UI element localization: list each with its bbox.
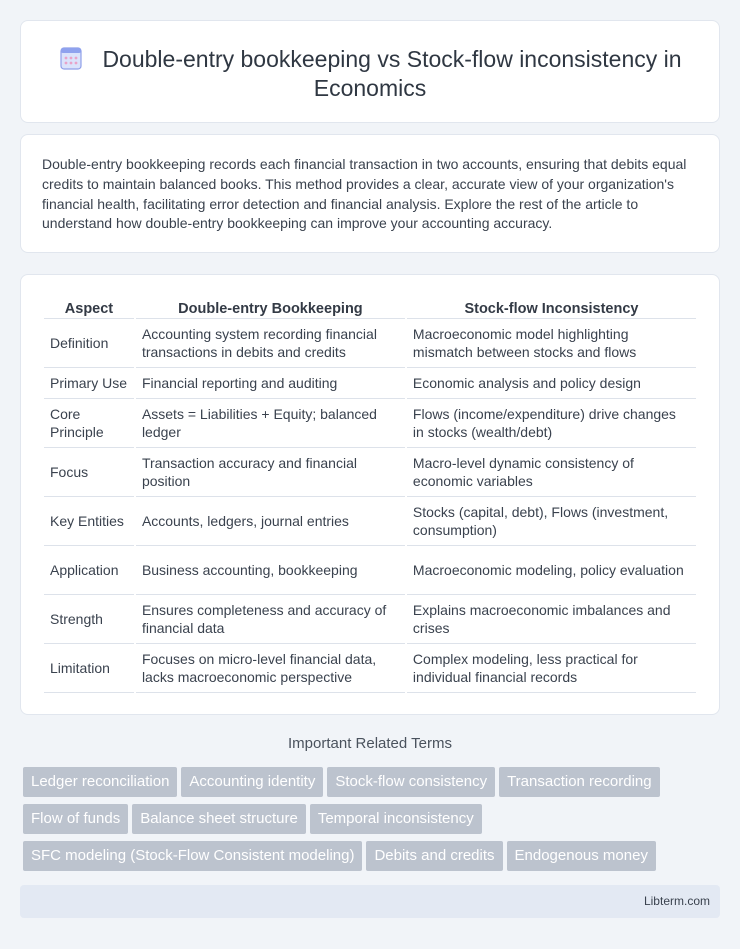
- tag-balance-sheet-structure[interactable]: Balance sheet structure: [132, 804, 306, 834]
- page-title: Double-entry bookkeeping vs Stock-flow inconsistency in Economics: [102, 46, 682, 101]
- tag-ledger-reconciliation[interactable]: Ledger reconciliation: [23, 767, 177, 797]
- header-aspect: Aspect: [44, 295, 134, 319]
- comparison-table: [42, 295, 698, 693]
- table-cell: Assets = Liabilities + Equity; balanced ledger: [136, 399, 405, 448]
- table-row: [44, 399, 696, 448]
- table-cell-aspect: Application: [44, 546, 134, 595]
- table-cell: Financial reporting and auditing: [136, 368, 405, 399]
- table-cell: Focuses on micro-level financial data, lacks macroeconomic perspective: [136, 644, 405, 693]
- table-cell-aspect: Primary Use: [44, 368, 134, 399]
- table-cell-aspect: Definition: [44, 319, 134, 368]
- table-cell: Flows (income/expenditure) drive changes in stocks (wealth/debt): [407, 399, 696, 448]
- table-cell: Ensures completeness and accuracy of financial data: [136, 595, 405, 644]
- table-cell: Transaction accuracy and financial position: [136, 448, 405, 497]
- table-cell-aspect: Key Entities: [44, 497, 134, 546]
- table-row: [44, 595, 696, 644]
- tag-sfc-modeling[interactable]: SFC modeling (Stock-Flow Consistent modeling): [23, 841, 362, 871]
- table-cell: Accounts, ledgers, journal entries: [136, 497, 405, 546]
- table-cell: Explains macroeconomic imbalances and crises: [407, 595, 696, 644]
- tag-temporal-inconsistency[interactable]: Temporal inconsistency: [310, 804, 482, 834]
- table-cell: Macro-level dynamic consistency of economic variables: [407, 448, 696, 497]
- title-card: [20, 20, 720, 123]
- related-terms-heading: Important Related Terms: [288, 735, 452, 752]
- table-row: [44, 497, 696, 546]
- footer-site-link[interactable]: Libterm.com: [643, 894, 710, 908]
- tag-stock-flow-consistency[interactable]: Stock-flow consistency: [327, 767, 495, 797]
- table-row: [44, 319, 696, 368]
- table-cell: Macroeconomic model highlighting mismatch between stocks and flows: [407, 319, 696, 368]
- table-cell-aspect: Strength: [44, 595, 134, 644]
- table-row: [44, 644, 696, 693]
- table-cell-aspect: Focus: [44, 448, 134, 497]
- footer: [20, 885, 720, 918]
- table-cell: Accounting system recording financial transactions in debits and credits: [136, 319, 405, 368]
- tag-row: [23, 767, 723, 804]
- document-icon: [58, 45, 84, 71]
- table-cell: Stocks (capital, debt), Flows (investment, consumption): [407, 497, 696, 546]
- table-cell-aspect: Core Principle: [44, 399, 134, 448]
- table-row: [44, 448, 696, 497]
- tag-transaction-recording[interactable]: Transaction recording: [499, 767, 660, 797]
- table-row: [44, 546, 696, 595]
- table-cell: Economic analysis and policy design: [407, 368, 696, 399]
- tag-row: [23, 804, 723, 841]
- table-cell-aspect: Limitation: [44, 644, 134, 693]
- table-header-row: [44, 295, 696, 319]
- tag-debits-and-credits[interactable]: Debits and credits: [366, 841, 502, 871]
- tag-accounting-identity[interactable]: Accounting identity: [181, 767, 323, 797]
- header-stock-flow: Stock-flow Inconsistency: [407, 295, 696, 319]
- table-cell: Macroeconomic modeling, policy evaluation: [407, 546, 696, 595]
- related-terms-list: [23, 767, 723, 878]
- tag-flow-of-funds[interactable]: Flow of funds: [23, 804, 128, 834]
- table-row: [44, 368, 696, 399]
- tag-endogenous-money[interactable]: Endogenous money: [507, 841, 656, 871]
- table-cell: Business accounting, bookkeeping: [136, 546, 405, 595]
- tag-row: [23, 841, 723, 878]
- header-double-entry: Double-entry Bookkeeping: [136, 295, 405, 319]
- page-title-wrap: [45, 45, 695, 103]
- intro-card: [20, 134, 720, 253]
- table-cell: Complex modeling, less practical for individual financial records: [407, 644, 696, 693]
- intro-paragraph: Double-entry bookkeeping records each financial transaction in two accounts, ensuring that debits equal credits to maintain balanced books. This method provides a clear, accurate view of your organization's financial health, facilitating error detection and financial analysis. Explore the rest of the article to understand how double-entry bookkeeping can improve your accounting accuracy.: [42, 156, 687, 232]
- comparison-table-card: [20, 274, 720, 715]
